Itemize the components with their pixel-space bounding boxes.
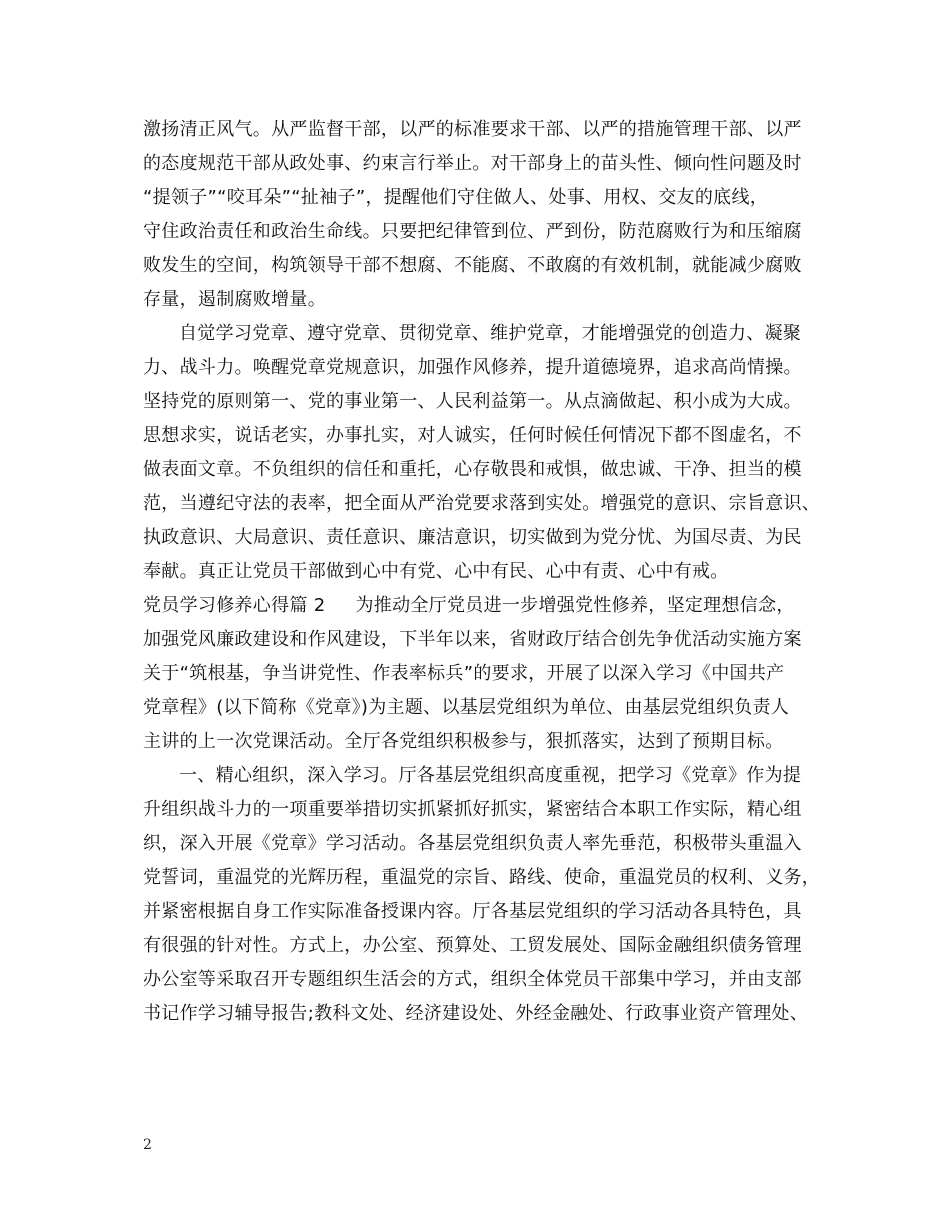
text-line: 加强党风廉政建设和作风建设，下半年以来，省财政厅结合创先争优活动实施方案 <box>143 629 802 650</box>
page-number: 2 <box>143 1137 152 1153</box>
text-line: 办公室等采取召开专题组织生活会的方式，组织全体党员干部集中学习，并由支部 <box>143 969 802 990</box>
text-line: 存量，遏制腐败增量。 <box>143 289 326 310</box>
paragraph-start-line: 自觉学习党章、遵守党章、贯彻党章、维护党章，才能增强党的创造力、凝聚 <box>179 323 802 344</box>
section-heading-line <box>143 589 815 623</box>
text-line: 升组织战斗力的一项重要举措切实抓紧抓好抓实，紧密结合本职工作实际，精心组 <box>143 799 802 820</box>
text-line: 思想求实，说话老实，办事扎实，对人诚实，任何时候任何情况下都不图虚名，不 <box>143 425 802 446</box>
text-line: 的态度规范干部从政处事、约束言行举止。对干部身上的苗头性、倾向性问题及时 <box>143 153 802 174</box>
text-line: 力、战斗力。唤醒党章党规意识，加强作风修养，提升道德境界，追求高尚情操。 <box>143 357 802 378</box>
text-line: 有很强的针对性。方式上，办公室、预算处、工贸发展处、国际金融组织债务管理 <box>143 935 802 956</box>
text-line: 书记作学习辅导报告;教科文处、经济建设处、外经金融处、行政事业资产管理处、 <box>143 1003 809 1024</box>
text-line: 织，深入开展《党章》学习活动。各基层党组织负责人率先垂范，积极带头重温入 <box>143 833 802 854</box>
text-line: 并紧密根据自身工作实际准备授课内容。厅各基层党组织的学习活动各具特色，具 <box>143 901 802 922</box>
text-line: 范，当遵纪守法的表率，把全面从严治党要求落到实处。增强党的意识、宗旨意识、 <box>143 493 821 514</box>
text-line: 奉献。真正让党员干部做到心中有党、心中有民、心中有责、心中有戒。 <box>143 561 729 582</box>
text-line: 败发生的空间，构筑领导干部不想腐、不能腐、不敢腐的有效机制，就能减少腐败 <box>143 255 802 276</box>
text-line: 党誓词，重温党的光辉历程，重温党的宗旨、路线、使命，重温党员的权利、义务， <box>143 867 821 888</box>
text-line: 主讲的上一次党课活动。全厅各党组织积极参与，狠抓落实，达到了预期目标。 <box>143 731 784 752</box>
text-line: 守住政治责任和政治生命线。只要把纪律管到位、严到份，防范腐败行为和压缩腐 <box>143 221 802 242</box>
document-body <box>143 113 821 1031</box>
text-line: 激扬清正风气。从严监督干部，以严的标准要求干部、以严的措施管理干部、以严 <box>143 119 802 140</box>
section-first-line-text: 为推动全厅党员进一步增强党性修养，坚定理想信念， <box>355 595 795 616</box>
section-title: 党员学习修养心得篇 2 <box>143 595 326 616</box>
text-line: 关于“筑根基，争当讲党性、作表率标兵”的要求，开展了以深入学习《中国共产 <box>143 663 785 684</box>
text-line: 坚持党的原则第一、党的事业第一、人民利益第一。从点滴做起、积小成为大成。 <box>143 391 802 412</box>
text-line: “提领子”“咬耳朵”“扯袖子”，提醒他们守住做人、处事、用权、交友的底线， <box>143 187 769 208</box>
text-line: 做表面文章。不负组织的信任和重托，心存敬畏和戒惧，做忠诚、干净、担当的模 <box>143 459 802 480</box>
text-line: 党章程》(以下简称《党章》)为主题、以基层党组织为单位、由基层党组织负责人 <box>143 697 790 718</box>
text-line: 执政意识、大局意识、责任意识、廉洁意识，切实做到为党分忧、为国尽责、为民 <box>143 527 802 548</box>
paragraph-start-line: 一、精心组织，深入学习。厅各基层党组织高度重视，把学习《党章》作为提 <box>179 765 802 786</box>
